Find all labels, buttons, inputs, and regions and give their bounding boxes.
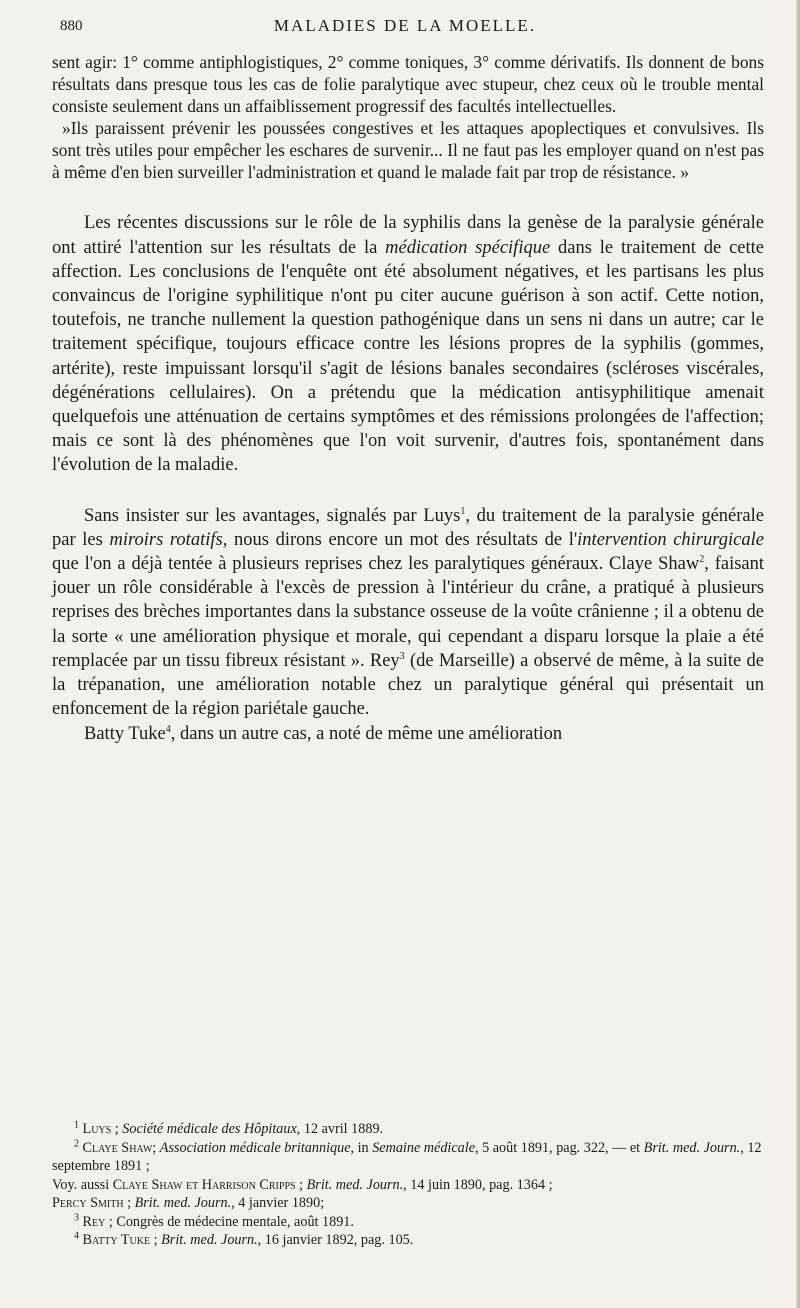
footnote-3-text: ; Congrès de médecine mentale, août 1891.	[105, 1213, 354, 1230]
paragraph-batty-tuke	[52, 722, 764, 746]
footnote-2c-source: Brit. med. Journ.	[134, 1195, 232, 1211]
footnote-ref-2: 2	[699, 553, 705, 565]
footnote-2-see-also	[52, 1176, 764, 1195]
quote-paragraph-2: »Ils paraissent prévenir les poussées congestives et les attaques apoplectiques et convulsives. Ils sont très utiles pour empêcher les eschares de survenir... Il ne faut pas les employer quand on n'est pas à même d'en bien surveiller l'administration et quand le malade fait par trop de résistance. »	[52, 117, 764, 182]
running-title: MALADIES DE LA MOELLE.	[273, 16, 537, 35]
footnote-2c-sep: ;	[123, 1195, 135, 1211]
footnote-4-date: , 16 janvier 1892, pag. 105.	[257, 1232, 414, 1248]
footnote-2	[52, 1139, 764, 1176]
footnote-2-source-1: Association médicale britannique	[159, 1139, 351, 1156]
paragraph-specific-medication	[52, 211, 764, 477]
para2-text-a: Sans insister sur les avantages, signalés par Luys	[84, 505, 461, 526]
footnote-1-author: Luys	[82, 1121, 112, 1137]
footnote-2-percy-smith	[52, 1194, 764, 1213]
footnote-1	[52, 1120, 764, 1139]
footnote-3-number: 3	[74, 1211, 79, 1223]
footnote-2c-author: Percy Smith	[52, 1195, 124, 1211]
footnote-2-source-3: Brit. med. Journ.	[643, 1139, 741, 1156]
footnote-3-author: Rey	[82, 1213, 106, 1230]
footnote-2b-prefix: Voy. aussi	[52, 1176, 113, 1193]
footnote-2-source-2: Semaine médicale	[372, 1139, 476, 1156]
main-text	[52, 52, 764, 746]
para2-text-d: que l'on a déjà tentée à plusieurs reprises chez les paralytiques généraux. Claye Shaw	[52, 554, 700, 575]
footnote-2c-date: , 4 janvier 1890;	[231, 1195, 325, 1211]
para1-text-b: dans le traitement de cette affection. Les conclusions de l'enquête ont été absolument négatives, et les partisans les plus convaincus de l'origine syphilitique n'ont pu citer aucune guérison à son actif. Cette notion, toutefois, ne tranche nullement la question pathogénique dans un sens ni dans un autre; car le traitement spécifique, toujours efficace contre les lésions propres de la syphilis (gommes, artérite), reste impuissant lorsqu'il s'agit de lésions banales secondaires (scléroses viscérales, dégénérations cellulaires). On a prétendu que la médication antisyphilitique amenait quelquefois une atténuation de certains symptômes et des rémissions prolongées de l'affection; mais ce sont là des phénomènes que l'on voit survenir, d'autres fois, spontanément dans l'évolution de la maladie.	[52, 237, 764, 476]
footnote-2b-authors: Claye Shaw et Harrison Cripps	[112, 1176, 296, 1193]
para2-text-e: , faisant jouer un rôle considérable à l'excès de pression à l'intérieur du crâne, a pratiqué à plusieurs reprises des brèches importantes dans la substance osseuse de la voûte crânienne ; il a obtenu de la sorte « une amélioration physique et morale, qui cependant a disparu lorsque la plaie a été remplacée par un tissu fibreux résistant ». Rey	[52, 554, 765, 671]
footnote-1-date: , 12 avril 1889.	[296, 1121, 384, 1137]
footnote-4-source: Brit. med. Journ.	[161, 1232, 258, 1248]
page-number: 880	[60, 18, 83, 34]
footnote-2b-sep: ;	[295, 1176, 307, 1193]
footnote-1-source: Société médicale des Hôpitaux	[122, 1121, 297, 1137]
footnote-2-sep: ;	[152, 1139, 160, 1156]
para2-text-f: (de Marseille) a observé de même, à la suite de la trépanation, une amélioration notable chez un paralytique général qui présentait un enfoncement de la région pariétale gauche.	[52, 650, 764, 720]
page-edge-shadow	[796, 0, 800, 1308]
footnotes	[52, 1120, 764, 1250]
para1-emphasis: médication spécifique	[385, 237, 551, 258]
footnote-4-sep: ;	[150, 1232, 162, 1248]
footnote-ref-3: 3	[399, 650, 405, 662]
footnote-2b-source: Brit. med. Journ.	[306, 1176, 404, 1193]
page-header	[50, 14, 760, 38]
quote-paragraph-1: sent agir: 1° comme antiphlogistiques, 2° comme toniques, 3° comme dérivatifs. Ils donnent de bons résultats dans presque tous les cas de folie paralytique avec stupeur, chez ceux où le trouble mental consiste seulement dans un affaiblissement progressif des facultés intellectuelles.	[52, 52, 764, 116]
paragraph-surgical-intervention	[52, 504, 764, 722]
footnote-2-author: Claye Shaw	[82, 1139, 153, 1156]
footnote-1-number: 1	[74, 1119, 79, 1131]
footnote-4	[52, 1231, 764, 1250]
para2-text-b: , du traitement de la paralysie générale par les	[52, 505, 764, 550]
para2-emphasis-1: miroirs rotatifs	[109, 529, 223, 550]
para2-emphasis-2: intervention chirurgicale	[577, 529, 764, 550]
para3-text-a: Batty Tuke	[84, 723, 166, 744]
footnote-2-ref: , 5 août 1891, pag. 322, — et	[475, 1139, 644, 1156]
para3-text-b: , dans un autre cas, a noté de même une amélioration	[170, 723, 563, 744]
footnote-2-in: , in	[350, 1139, 373, 1156]
footnote-3	[52, 1213, 764, 1232]
footnote-ref-1: 1	[460, 505, 466, 517]
footnote-ref-4: 4	[165, 723, 171, 735]
quoted-passage	[52, 52, 764, 183]
footnote-2-number: 2	[74, 1137, 79, 1149]
para1-text-a: Les récentes discussions sur le rôle de la syphilis dans la genèse de la paralysie générale ont attiré l'attention sur les résultats de la	[52, 213, 764, 258]
footnote-2-date: , 12 septembre 1891 ;	[52, 1139, 762, 1174]
para2-text-c: , nous dirons encore un mot des résultats de l'	[222, 529, 578, 550]
footnote-2b-date: , 14 juin 1890, pag. 1364 ;	[403, 1176, 553, 1193]
footnote-1-sep: ;	[111, 1121, 123, 1137]
footnote-4-number: 4	[74, 1230, 79, 1242]
footnote-4-author: Batty Tuke	[82, 1232, 151, 1248]
